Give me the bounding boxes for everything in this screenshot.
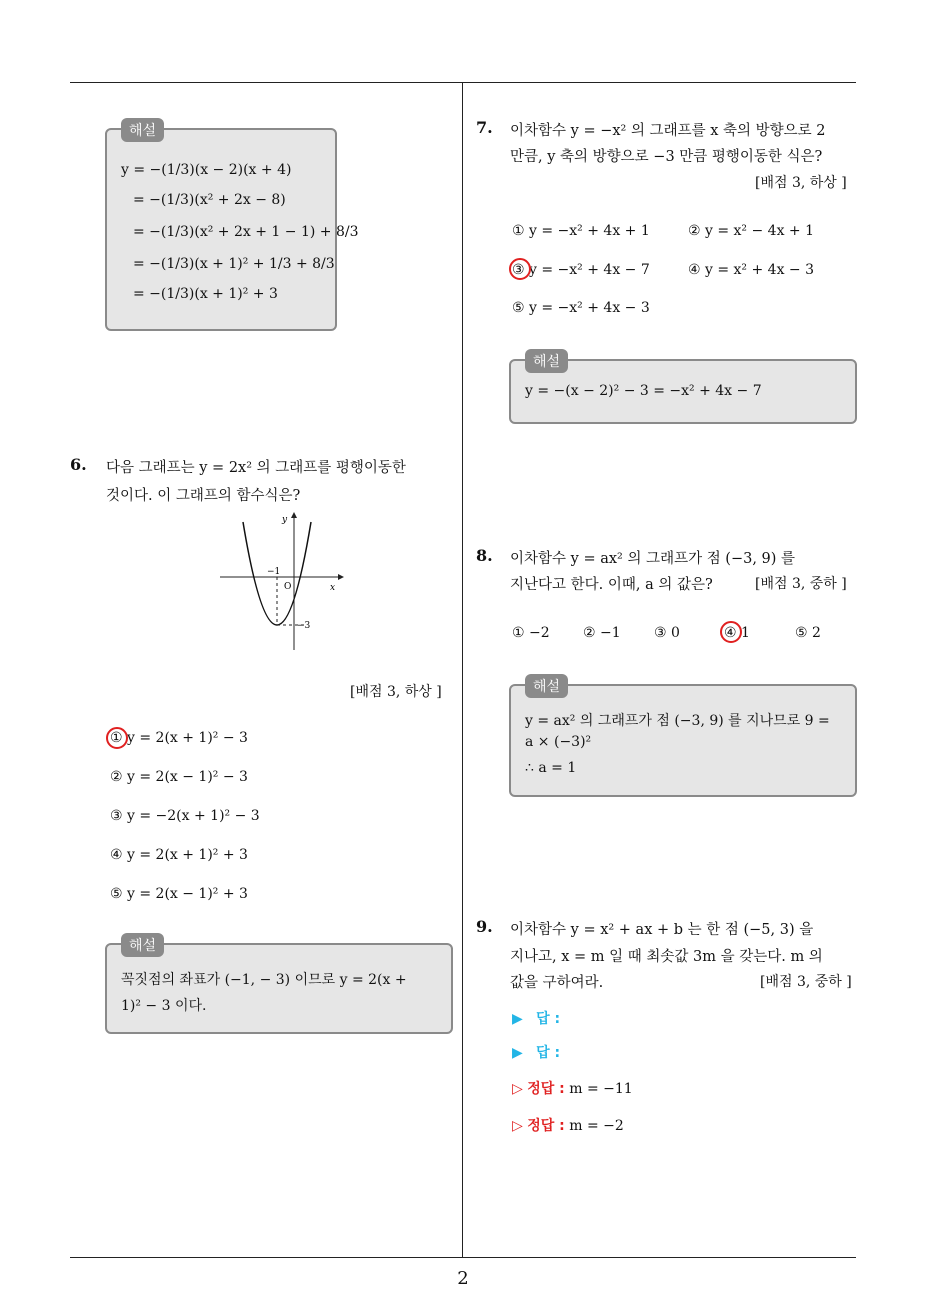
question-text: 지난다고 한다. 이때, a 의 값은? bbox=[510, 577, 713, 593]
question-number: 8. bbox=[476, 546, 493, 565]
triangle-outline-icon: ▷ bbox=[512, 1081, 523, 1097]
question-text: 이차함수 y = ax² 의 그래프가 점 (−3, 9) 를 bbox=[510, 551, 796, 567]
y-axis-label: y bbox=[282, 515, 288, 525]
option-1[interactable]: ① y = −x² + 4x + 1 bbox=[512, 223, 650, 239]
selected-mark bbox=[720, 621, 742, 643]
score-label: [배점 3, 하상 ] bbox=[755, 175, 847, 191]
option-4[interactable]: ④ y = 2(x + 1)² + 3 bbox=[110, 847, 248, 863]
option-2[interactable]: ② −1 bbox=[583, 625, 621, 641]
bottom-rule bbox=[70, 1257, 856, 1258]
selected-mark bbox=[509, 258, 531, 280]
correct-value: m = −11 bbox=[569, 1081, 633, 1097]
solution-tag: 해설 bbox=[121, 933, 164, 957]
answer-row[interactable] bbox=[512, 1008, 560, 1028]
solution-box-q6 bbox=[105, 938, 453, 1034]
question-text: 다음 그래프는 y = 2x² 의 그래프를 평행이동한 bbox=[106, 460, 406, 476]
y-axis-arrow bbox=[291, 512, 297, 518]
option-1[interactable]: ① y = 2(x + 1)² − 3 bbox=[110, 730, 248, 746]
solution-tag: 해설 bbox=[525, 349, 568, 373]
correct-label: 정답 : bbox=[527, 1118, 565, 1134]
question-text: 것이다. 이 그래프의 함수식은? bbox=[106, 488, 301, 504]
answer-row[interactable] bbox=[512, 1042, 560, 1062]
triangle-outline-icon: ▷ bbox=[512, 1118, 523, 1134]
solution-tag: 해설 bbox=[525, 674, 568, 698]
solution-tag: 해설 bbox=[121, 118, 164, 142]
top-rule bbox=[70, 82, 856, 83]
option-2[interactable]: ② y = x² − 4x + 1 bbox=[688, 223, 815, 239]
option-4[interactable]: ④ 1 bbox=[724, 625, 750, 641]
correct-label: 정답 : bbox=[527, 1081, 565, 1097]
score-label: [배점 3, 중하 ] bbox=[760, 974, 852, 990]
option-1[interactable]: ① −2 bbox=[512, 625, 550, 641]
solution-line: 1)² − 3 이다. bbox=[121, 998, 207, 1014]
question-number: 9. bbox=[476, 917, 493, 936]
answer-label: 답 : bbox=[536, 1045, 561, 1061]
option-5[interactable]: ⑤ 2 bbox=[795, 625, 821, 641]
parabola-graph bbox=[220, 510, 350, 655]
question-text: 만큼, y 축의 방향으로 −3 만큼 평행이동한 식은? bbox=[510, 149, 823, 165]
option-5[interactable]: ⑤ y = 2(x − 1)² + 3 bbox=[110, 886, 248, 902]
column-divider bbox=[462, 83, 463, 1258]
solution-box-q8 bbox=[509, 679, 857, 797]
solution-line: 꼭짓점의 좌표가 (−1, − 3) 이므로 y = 2(x + bbox=[121, 972, 407, 988]
solution-line: = −(1/3)(x + 1)² + 1/3 + 8/3 bbox=[133, 256, 335, 272]
question-text: 값을 구하여라. bbox=[510, 975, 604, 991]
question-number: 7. bbox=[476, 118, 493, 137]
question-text: 지나고, x = m 일 때 최솟값 3m 을 갖는다. m 의 bbox=[510, 949, 823, 965]
solution-line: a × (−3)² bbox=[525, 734, 592, 750]
option-5[interactable]: ⑤ y = −x² + 4x − 3 bbox=[512, 300, 650, 316]
solution-line: ∴ a = 1 bbox=[525, 760, 577, 776]
play-icon: ▶ bbox=[512, 1011, 523, 1027]
solution-line: = −(1/3)(x² + 2x − 8) bbox=[133, 192, 286, 208]
question-text: 이차함수 y = −x² 의 그래프를 x 축의 방향으로 2 bbox=[510, 123, 826, 139]
selected-mark bbox=[106, 727, 128, 749]
option-3[interactable]: ③ y = −2(x + 1)² − 3 bbox=[110, 808, 260, 824]
origin-label: O bbox=[284, 582, 292, 592]
solution-line: y = ax² 의 그래프가 점 (−3, 9) 를 지나므로 9 = bbox=[525, 713, 830, 729]
correct-answer-row bbox=[512, 1078, 633, 1098]
question-number: 6. bbox=[70, 455, 87, 474]
score-label: [배점 3, 중하 ] bbox=[755, 576, 847, 592]
solution-line: y = −(1/3)(x − 2)(x + 4) bbox=[121, 162, 292, 178]
play-icon: ▶ bbox=[512, 1045, 523, 1061]
minus1-label: −1 bbox=[267, 567, 281, 577]
correct-answer-row bbox=[512, 1115, 624, 1135]
page-number: 2 bbox=[457, 1268, 469, 1289]
option-3[interactable]: ③ y = −x² + 4x − 7 bbox=[512, 262, 650, 278]
solution-line: y = −(x − 2)² − 3 = −x² + 4x − 7 bbox=[525, 383, 762, 399]
solution-box-q7 bbox=[509, 354, 857, 424]
option-4[interactable]: ④ y = x² + 4x − 3 bbox=[688, 262, 815, 278]
option-3[interactable]: ③ 0 bbox=[654, 625, 680, 641]
solution-line: = −(1/3)(x² + 2x + 1 − 1) + 8/3 bbox=[133, 224, 359, 240]
minus3-label: −3 bbox=[297, 621, 311, 631]
solution-box-q5 bbox=[105, 123, 359, 331]
question-text: 이차함수 y = x² + ax + b 는 한 점 (−5, 3) 을 bbox=[510, 922, 814, 938]
answer-label: 답 : bbox=[536, 1011, 561, 1027]
x-axis-label: x bbox=[330, 583, 336, 593]
option-2[interactable]: ② y = 2(x − 1)² − 3 bbox=[110, 769, 248, 785]
score-label: [배점 3, 하상 ] bbox=[350, 684, 442, 700]
x-axis-arrow bbox=[338, 574, 344, 580]
correct-value: m = −2 bbox=[569, 1118, 624, 1134]
solution-line: = −(1/3)(x + 1)² + 3 bbox=[133, 286, 278, 302]
